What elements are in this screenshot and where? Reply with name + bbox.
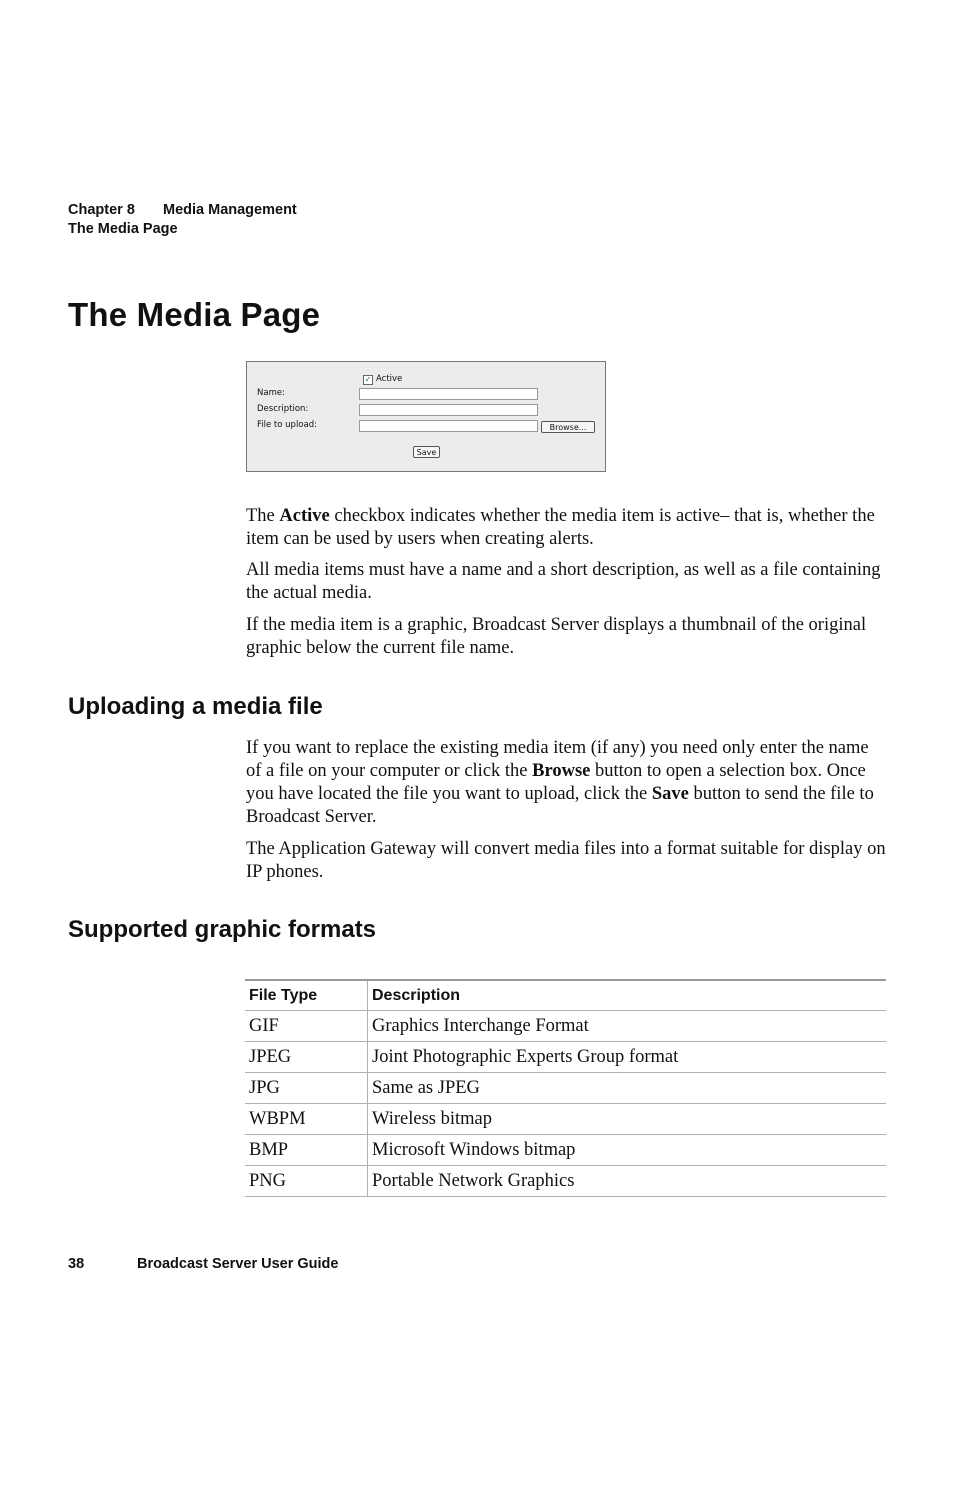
table-header-row	[245, 980, 886, 1011]
header-section: The Media Page	[68, 221, 178, 237]
page-title: The Media Page	[68, 296, 321, 333]
cell-description: Wireless bitmap	[368, 1104, 887, 1135]
intro-paragraph-2: All media items must have a name and a short description, as well as a file containing the actual media.	[246, 560, 881, 603]
cell-type: GIF	[245, 1011, 368, 1042]
guide-title: Broadcast Server User Guide	[137, 1256, 339, 1272]
file-input[interactable]	[359, 420, 538, 432]
chapter-title: Media Management	[163, 202, 297, 218]
active-checkbox[interactable]: ✓	[364, 375, 372, 384]
table-row	[245, 1135, 886, 1166]
intro-paragraph-1: The Active checkbox indicates whether the media item is active– that is, whether the item can be used by users when creating alerts.	[246, 506, 875, 549]
cell-description: Joint Photographic Experts Group format	[368, 1042, 887, 1073]
file-label: File to upload:	[257, 420, 317, 430]
cell-type: JPG	[245, 1073, 368, 1104]
cell-type: BMP	[245, 1135, 368, 1166]
cell-description: Same as JPEG	[368, 1073, 887, 1104]
running-header	[68, 201, 297, 239]
name-label: Name:	[257, 388, 285, 398]
table-row	[245, 1042, 886, 1073]
column-header-description: Description	[368, 980, 887, 1011]
cell-description: Microsoft Windows bitmap	[368, 1135, 887, 1166]
uploading-heading: Uploading a media file	[68, 693, 323, 720]
cell-type: WBPM	[245, 1104, 368, 1135]
media-form-screenshot	[246, 361, 606, 472]
table-row	[245, 1011, 886, 1042]
table-row	[245, 1073, 886, 1104]
cell-description: Portable Network Graphics	[368, 1166, 887, 1197]
active-label: Active	[376, 374, 403, 384]
cell-description: Graphics Interchange Format	[368, 1011, 887, 1042]
uploading-paragraph-1: If you want to replace the existing media item (if any) you need only enter the name of a file on your computer or click the Browse button to open a selection box. Once you have located the file you want to upload, click the Save button to send the file to Broadcast Server.	[246, 738, 874, 827]
cell-type: JPEG	[245, 1042, 368, 1073]
page-footer	[68, 1256, 338, 1272]
column-header-file-type: File Type	[245, 980, 368, 1011]
name-input[interactable]	[359, 388, 538, 400]
description-label: Description:	[257, 404, 309, 414]
page-number: 38	[68, 1256, 85, 1272]
browse-button[interactable]: Browse...	[541, 421, 595, 433]
table-row	[245, 1104, 886, 1135]
intro-paragraph-3: If the media item is a graphic, Broadcast Server displays a thumbnail of the original graphic below the current file name.	[246, 615, 867, 658]
chapter-number: Chapter 8	[68, 202, 135, 218]
formats-heading: Supported graphic formats	[68, 916, 377, 943]
description-input[interactable]	[359, 404, 538, 416]
save-button[interactable]: Save	[413, 446, 440, 458]
uploading-paragraph-2: The Application Gateway will convert media files into a format suitable for display on IP phones.	[246, 839, 886, 882]
table-row	[245, 1166, 886, 1197]
formats-table	[245, 979, 886, 1197]
cell-type: PNG	[245, 1166, 368, 1197]
